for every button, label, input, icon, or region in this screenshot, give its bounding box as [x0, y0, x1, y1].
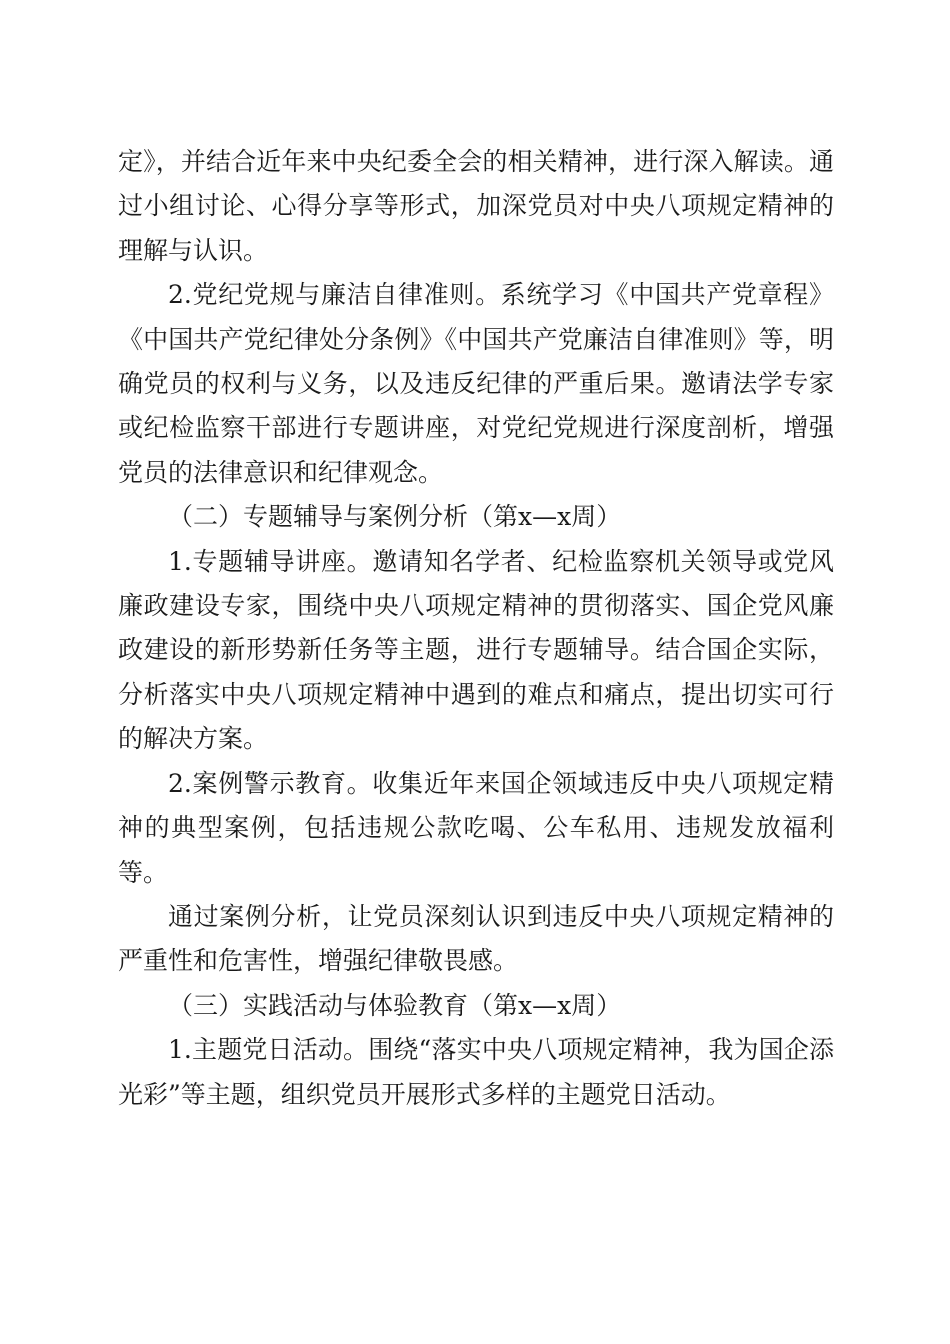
section-heading-2: （二）专题辅导与案例分析（第x—x周）	[168, 502, 622, 532]
paragraph-case-analysis: 通过案例分析，让党员深刻认识到违反中央八项规定精神的严重性和危害性，增强纪律敬畏感。	[118, 901, 834, 976]
paragraph-party-rules: 2.党纪党规与廉洁自律准则。系统学习《中国共产党章程》《中国共产党纪律处分条例》《中国共产党廉洁自律准则》等，明确党员的权利与义务，以及违反纪律的严重后果。邀请法学专家或纪检监察干部进行专题讲座，对党纪党规进行深度剖析，增强党员的法律意识和纪律观念。	[118, 280, 834, 487]
paragraph-continuation: 定》，并结合近年来中央纪委全会的相关精神，进行深入解读。通过小组讨论、心得分享等形式，加深党员对中央八项规定精神的理解与认识。	[118, 147, 834, 265]
section-heading-3: （三）实践活动与体验教育（第x—x周）	[168, 990, 622, 1020]
paragraph-case-warning: 2.案例警示教育。收集近年来国企领域违反中央八项规定精神的典型案例，包括违规公款吃喝、公车私用、违规发放福利等。	[118, 768, 834, 887]
paragraph-lecture: 1.专题辅导讲座。邀请知名学者、纪检监察机关领导或党风廉政建设专家，围绕中央八项规定精神的贯彻落实、国企党风廉政建设的新形势新任务等主题，进行专题辅导。结合国企实际，分析落实中央八项规定精神中遇到的难点和痛点，提出切实可行的解决方案。	[118, 546, 834, 754]
paragraph-party-day: 1.主题党日活动。围绕“落实中央八项规定精神，我为国企添光彩”等主题，组织党员开展形式多样的主题党日活动。	[118, 1035, 834, 1109]
document-body	[118, 140, 834, 1117]
